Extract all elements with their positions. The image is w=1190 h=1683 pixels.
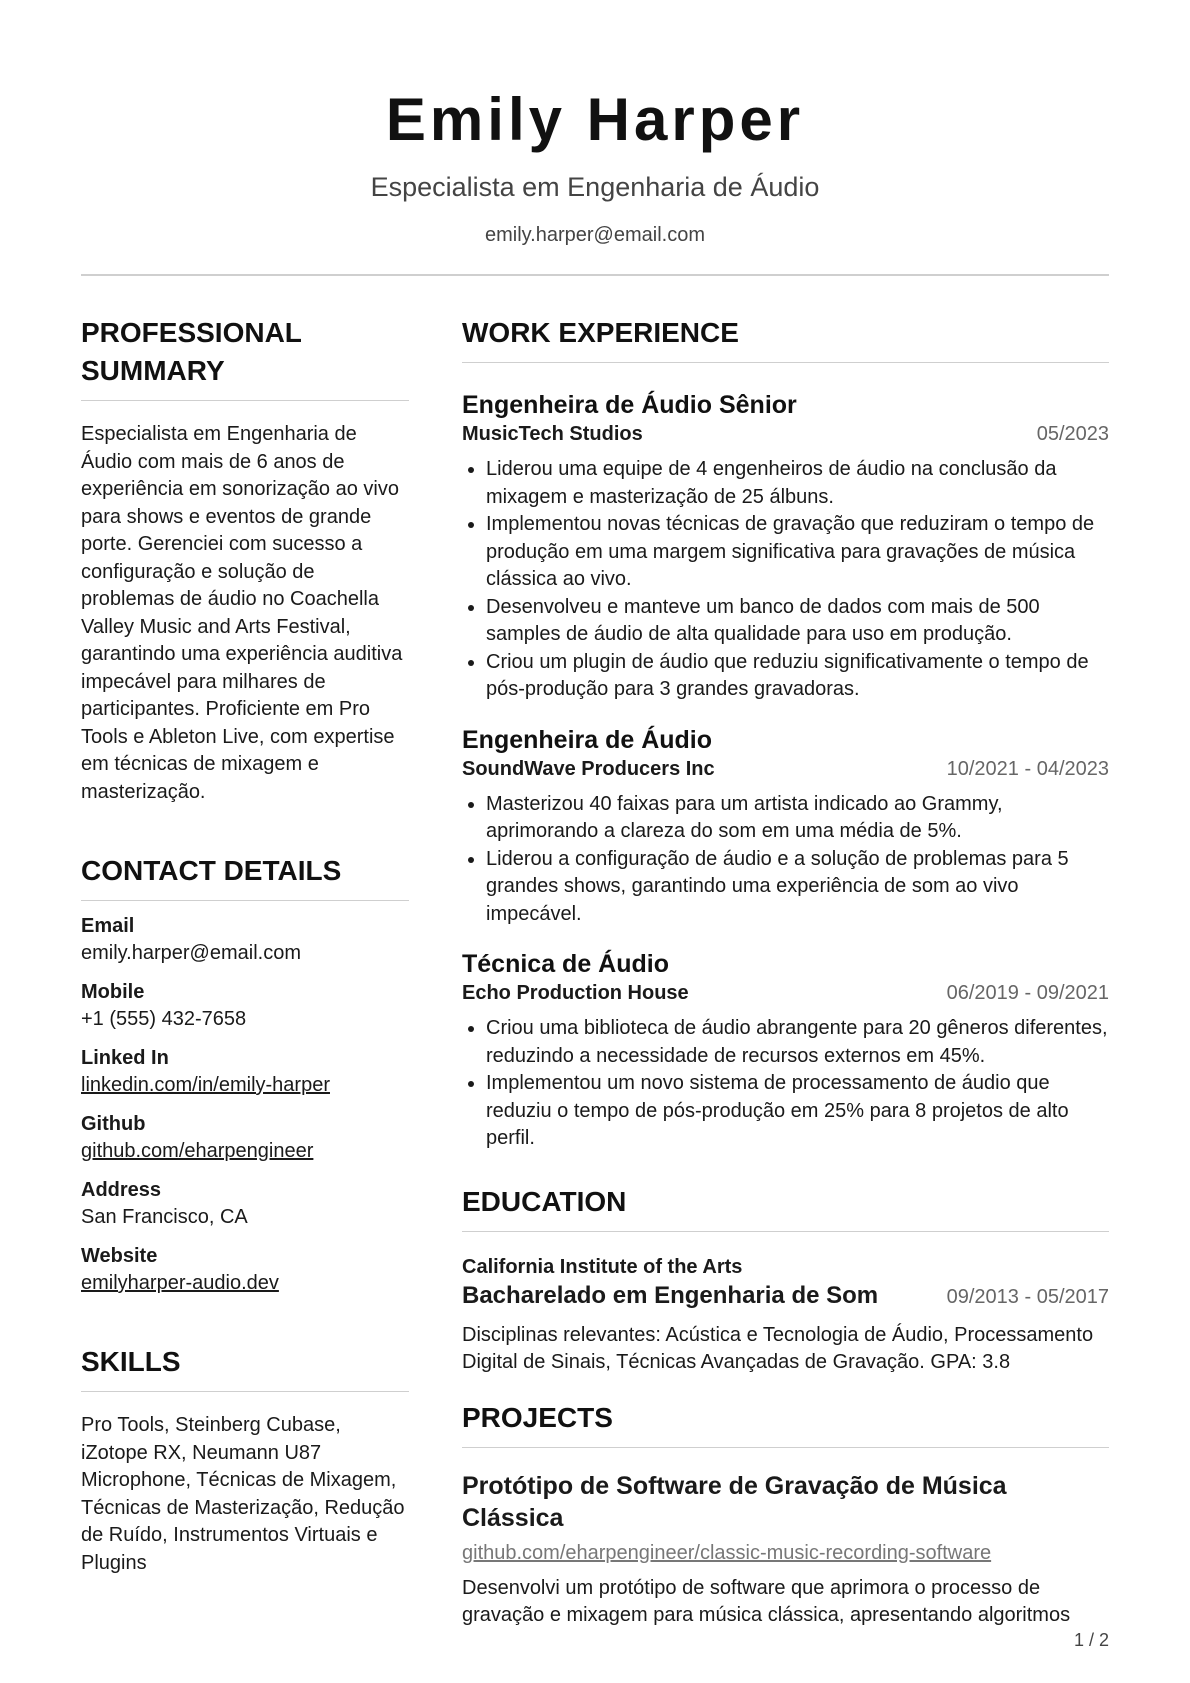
job-bullets (462, 1015, 1109, 1153)
education-section (462, 1183, 1109, 1377)
projects-heading: PROJECTS (462, 1399, 1109, 1448)
job-title: Engenheira de Áudio (462, 725, 713, 754)
candidate-name: Emily Harper (385, 86, 805, 153)
contact-value: +1 (555) 432-7658 (81, 1008, 247, 1030)
contact-address (81, 1177, 409, 1231)
resume-header (81, 0, 1109, 276)
education-date: 09/2013 - 05/2017 (946, 1285, 1109, 1308)
contact-label: Mobile (81, 981, 145, 1003)
education-school: California Institute of the Arts (462, 1255, 743, 1278)
contact-label: Email (81, 915, 135, 937)
job-company: SoundWave Producers Inc (462, 757, 715, 780)
experience-section (462, 314, 1109, 1153)
job-date: 06/2019 - 09/2021 (946, 982, 1109, 1004)
skills-section (81, 1343, 409, 1577)
resume-columns (81, 314, 1109, 1630)
education-meta (462, 1280, 1109, 1312)
summary-section (81, 314, 409, 806)
project-description: Desenvolvi um protótipo de software que aprimora o processo de gravação e mixagem para música clássica, apresentando algoritmos (462, 1576, 1071, 1626)
job-meta (462, 756, 1109, 782)
contact-section (81, 852, 409, 1297)
contact-email (81, 913, 409, 967)
job-date: 05/2023 (1036, 423, 1109, 445)
job-bullet: • Liderou a configuração de áudio e a solução de problemas para 5 grandes shows, garantindo uma experiência de som ao vivo impecável. (486, 846, 1109, 929)
job-bullet: • Criou uma biblioteca de áudio abrangente para 20 gêneros diferentes, reduzindo a necessidade de recursos externos em 45%. (486, 1015, 1109, 1070)
job-title: Engenheira de Áudio Sênior (462, 391, 797, 419)
contact-label: Address (81, 1179, 162, 1201)
header-email: emily.harper@email.com (485, 224, 705, 246)
job-bullets (462, 456, 1109, 704)
job-bullets (462, 791, 1109, 929)
job-meta (462, 421, 1109, 447)
contact-github (81, 1111, 409, 1165)
github-link[interactable]: github.com/eharpengineer (81, 1140, 314, 1162)
education-description: Disciplinas relevantes: Acústica e Tecnologia de Áudio, Processamento Digital de Sinais, Técnicas Avançadas de Gravação. GPA: 3.8 (462, 1323, 1094, 1373)
job-bullet: • Desenvolveu e manteve um banco de dados com mais de 500 samples de áudio de alta qualidade para uso em produção. (486, 594, 1109, 649)
header-divider (81, 274, 1109, 276)
project-title: Protótipo de Software de Gravação de Música Clássica (462, 1471, 1007, 1532)
contact-value: San Francisco, CA (81, 1206, 248, 1228)
project-link[interactable]: github.com/eharpengineer/classic-music-recording-software (462, 1541, 992, 1564)
projects-section (462, 1399, 1109, 1630)
job-bullet: • Liderou uma equipe de 4 engenheiros de áudio na conclusão da mixagem e masterização de 25 álbuns. (486, 456, 1109, 511)
education-heading: EDUCATION (462, 1183, 1109, 1232)
contact-heading: CONTACT DETAILS (81, 852, 409, 901)
skills-text: Pro Tools, Steinberg Cubase, iZotope RX, Neumann U87 Microphone, Técnicas de Mixagem, Técnicas de Masterização, Redução de Ruído, Instrumentos Virtuais e Plugins (81, 1414, 405, 1574)
contact-label: Github (81, 1113, 146, 1135)
candidate-title: Especialista em Engenharia de Áudio (370, 172, 820, 202)
job-bullet: • Implementou novas técnicas de gravação que reduziram o tempo de produção em uma margem significativa para gravações de música clássica ao vivo. (486, 511, 1109, 594)
job-meta (462, 980, 1109, 1006)
right-column (462, 314, 1109, 1630)
linkedin-link[interactable]: linkedin.com/in/emily-harper (81, 1074, 330, 1096)
education-degree: Bacharelado em Engenharia de Som (462, 1281, 879, 1309)
website-link[interactable]: emilyharper-audio.dev (81, 1272, 279, 1294)
contact-label: Linked In (81, 1047, 169, 1069)
job-company: MusicTech Studios (462, 423, 643, 445)
summary-heading: PROFESSIONAL SUMMARY (81, 314, 409, 401)
job-title: Técnica de Áudio (462, 950, 669, 978)
left-column (81, 314, 409, 1630)
job-date: 10/2021 - 04/2023 (946, 757, 1109, 780)
job-entry (462, 389, 1109, 704)
job-company: Echo Production House (462, 982, 689, 1004)
job-bullet: • Masterizou 40 faixas para um artista indicado ao Grammy, aprimorando a clareza do som em uma média de 5%. (486, 791, 1109, 846)
job-bullet: • Criou um plugin de áudio que reduziu significativamente o tempo de pós-produção para 3 grandes gravadoras. (486, 649, 1109, 704)
contact-website (81, 1243, 409, 1297)
skills-heading: SKILLS (81, 1343, 409, 1392)
contact-linkedin (81, 1045, 409, 1099)
job-bullet: • Implementou um novo sistema de processamento de áudio que reduziu o tempo de pós-produção em 25% para 8 projetos de alto perfil. (486, 1070, 1109, 1153)
job-entry (462, 724, 1109, 929)
page-number: 1 / 2 (1073, 1630, 1109, 1650)
job-entry (462, 948, 1109, 1153)
contact-mobile (81, 979, 409, 1033)
contact-label: Website (81, 1245, 158, 1267)
contact-value: emily.harper@email.com (81, 942, 301, 964)
experience-heading: WORK EXPERIENCE (462, 314, 1109, 363)
summary-text: Especialista em Engenharia de Áudio com mais de 6 anos de experiência em sonorização ao vivo para shows e eventos de grande porte. Gerenciei com sucesso a configuração e solução de problemas de áudio no Coachella Valley Music and Arts Festival, garantindo uma experiência auditiva impecável para milhares de participantes. Proficiente em Pro Tools e Ableton Live, com expertise em técnicas de mixagem e masterização. (81, 423, 403, 803)
